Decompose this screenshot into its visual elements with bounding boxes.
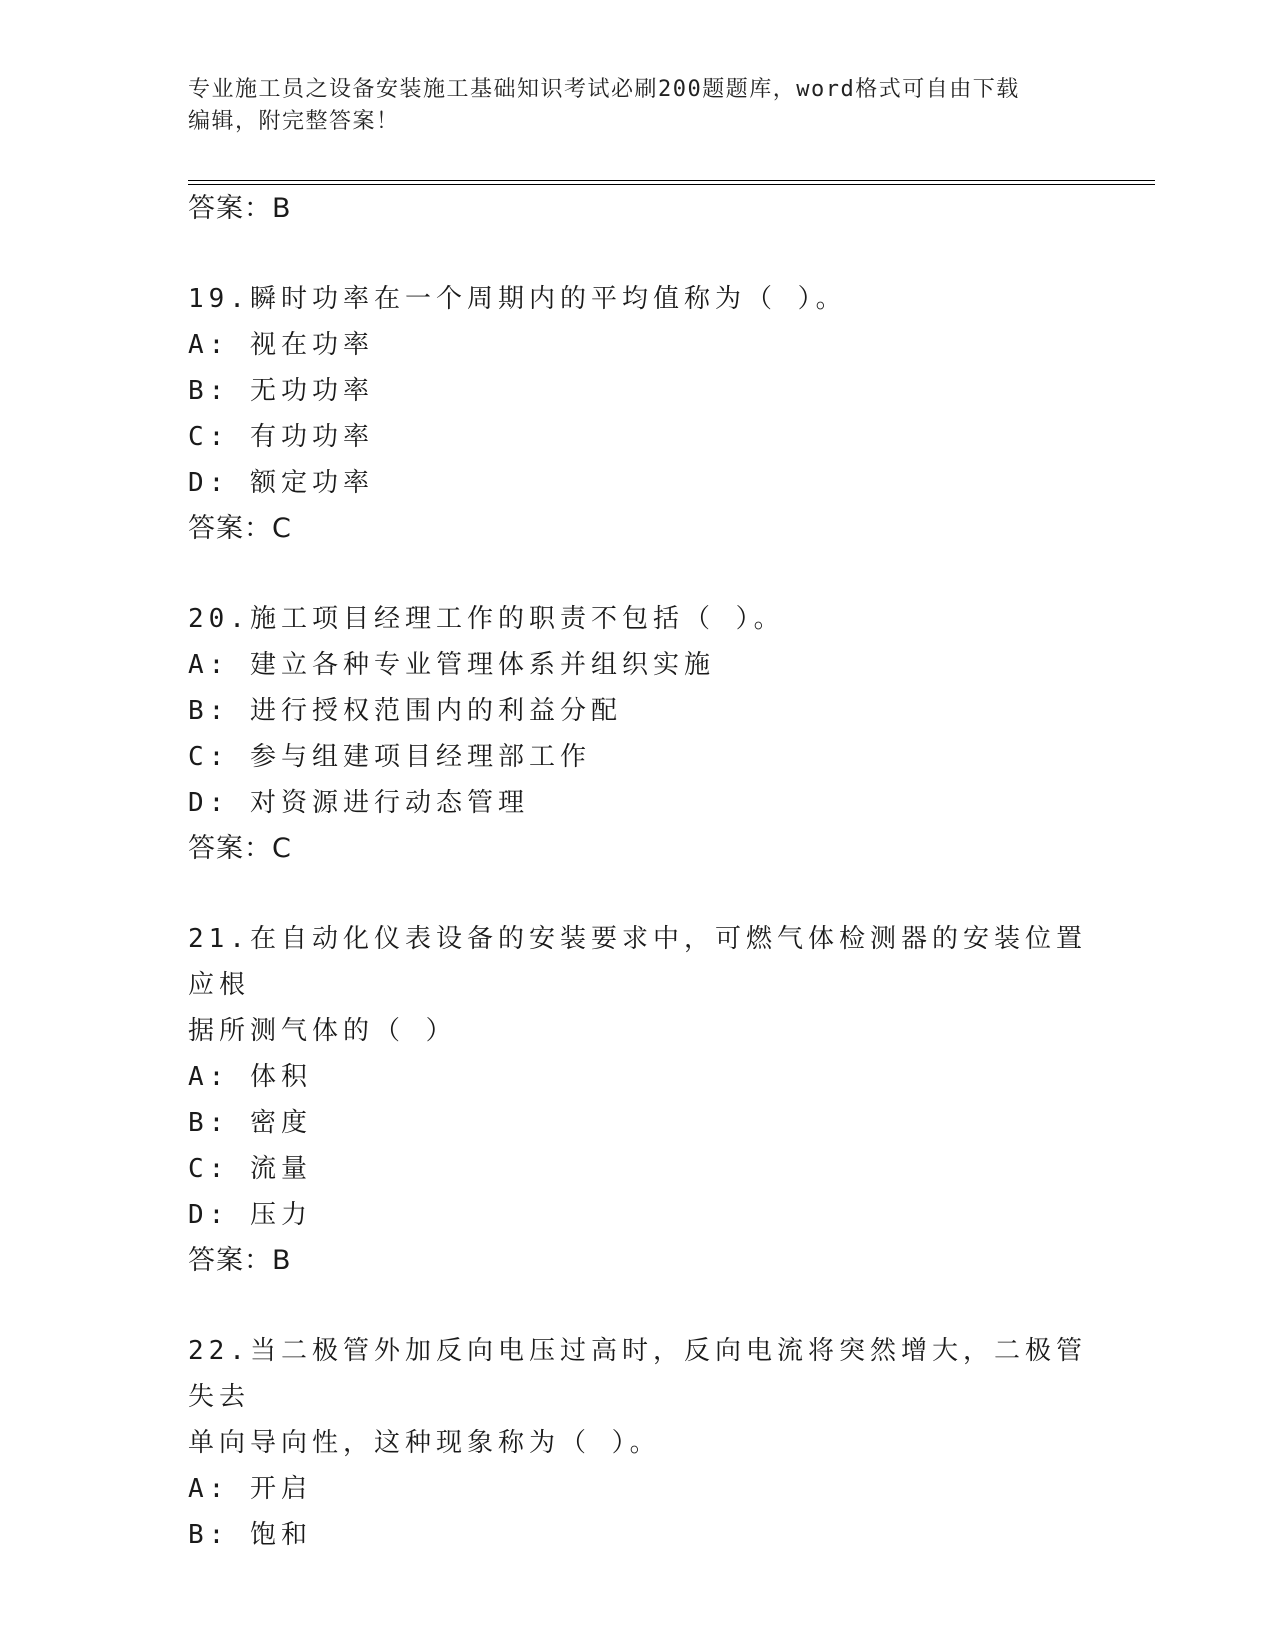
question-20	[188, 596, 1088, 872]
question-text-line-2: 据所测气体的（ ）	[188, 1016, 457, 1046]
question-text: 20.施工项目经理工作的职责不包括（ ）。	[188, 604, 785, 634]
answer: 答案：B	[188, 1245, 292, 1276]
option-d: D: 压力	[188, 1200, 312, 1230]
option-b: B: 密度	[188, 1108, 312, 1138]
option-c: C: 有功功率	[188, 422, 374, 452]
document-header	[188, 74, 1068, 138]
header-divider	[188, 180, 1155, 185]
option-a: A: 建立各种专业管理体系并组织实施	[188, 650, 715, 680]
question-21	[188, 916, 1088, 1284]
question-list	[188, 186, 1088, 1558]
question-text-line-2: 单向导向性，这种现象称为（ ）。	[188, 1428, 661, 1458]
option-a: A: 体积	[188, 1062, 312, 1092]
question-19	[188, 276, 1088, 552]
previous-answer: 答案：B	[188, 193, 292, 224]
answer: 答案：C	[188, 513, 292, 544]
question-text-line-1: 21.在自动化仪表设备的安装要求中，可燃气体检测器的安装位置应根	[188, 924, 1087, 1000]
header-line-1: 专业施工员之设备安装施工基础知识考试必刷200题题库，word格式可自由下载	[188, 77, 1020, 102]
option-d: D: 额定功率	[188, 468, 374, 498]
option-a: A: 视在功率	[188, 330, 374, 360]
question-22	[188, 1328, 1088, 1558]
option-a: A: 开启	[188, 1474, 312, 1504]
option-b: B: 进行授权范围内的利益分配	[188, 696, 622, 726]
header-line-2: 编辑，附完整答案！	[188, 109, 400, 134]
option-b: B: 饱和	[188, 1520, 312, 1550]
option-b: B: 无功功率	[188, 376, 374, 406]
question-text-line-1: 22.当二极管外加反向电压过高时，反向电流将突然增大，二极管失去	[188, 1336, 1087, 1412]
option-d: D: 对资源进行动态管理	[188, 788, 529, 818]
option-c: C: 流量	[188, 1154, 312, 1184]
question-text: 19.瞬时功率在一个周期内的平均值称为（ ）。	[188, 284, 847, 314]
option-c: C: 参与组建项目经理部工作	[188, 742, 591, 772]
answer: 答案：C	[188, 833, 292, 864]
